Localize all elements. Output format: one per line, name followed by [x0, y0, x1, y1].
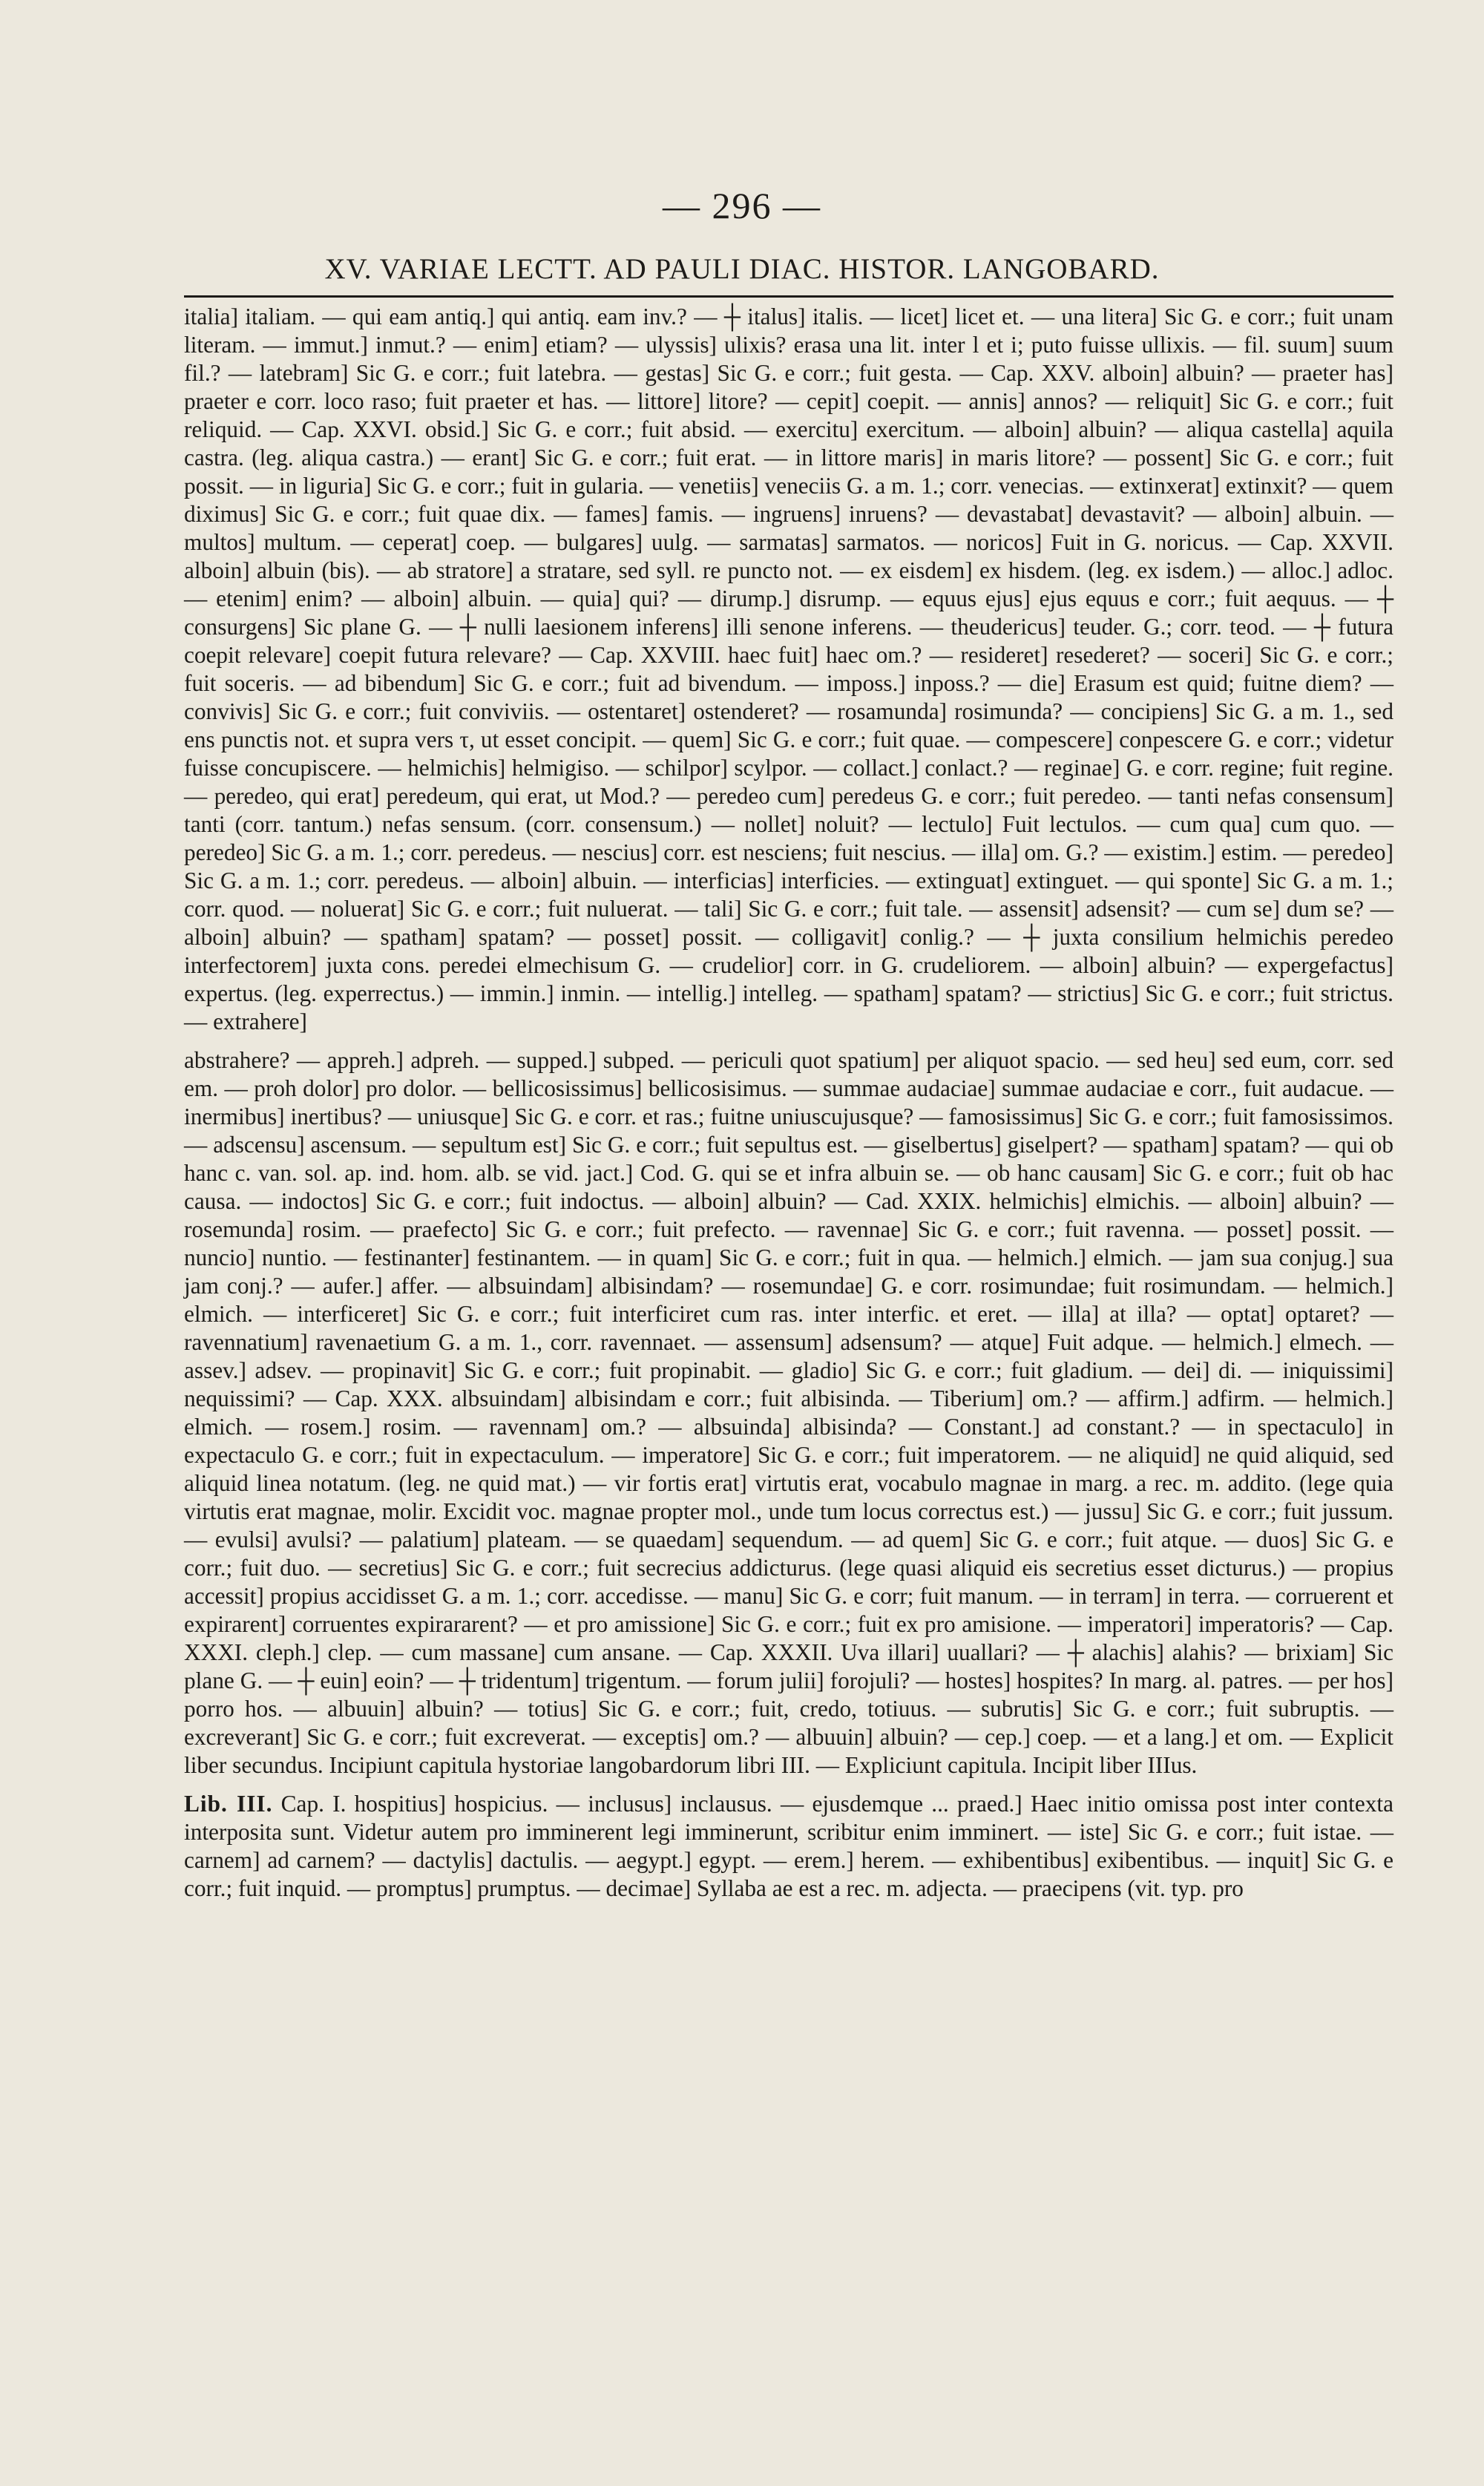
header-rule — [184, 295, 1393, 298]
running-head: XV. VARIAE LECTT. AD PAULI DIAC. HISTOR. LANGOBARD. — [324, 253, 1160, 285]
apparatus-paragraph-3 — [184, 1790, 1393, 1903]
apparatus-paragraph-2: abstrahere? — appreh.] adpreh. — supped.] subped. — periculi quot spatium] per aliquot spacio. — sed heu] sed eum, corr. sed em. — proh dolor] pro dolor. — bellicosissimus] bellicosisimus. — summae audaciae] summae audaciae e corr., fuit audacue. — inermibus] inertibus? — uniusque] Sic G. e corr. et ras.; fuitne uniuscujusque? — famosissimus] Sic G. e corr.; fuit famosissimos. — adscensu] ascensum. — sepultum est] Sic G. e corr.; fuit sepultus est. — giselbertus] giselpert? — spatham] spatam? — qui ob hanc c. van. sol. ap. ind. hom. alb. se vid. jact.] Cod. G. qui se et infra albuin se. — ob hanc causam] Sic G. e corr.; fuit ob hac causa. — indoctos] Sic G. e corr.; fuit indoctus. — alboin] albuin? — Cad. XXIX. helmichis] elmichis. — alboin] albuin? — rosemunda] rosim. — praefecto] Sic G. e corr.; fuit prefecto. — ravennae] Sic G. e corr.; fuit ravenna. — posset] possit. — nuncio] nuntio. — festinanter] festinantem. — in quam] Sic G. e corr.; fuit in qua. — helmich.] elmich. — jam sua conjug.] sua jam conj.? — aufer.] affer. — albsuindam] albisindam? — rosemundae] G. e corr. rosimundae; fuit rosimundam. — helmich.] elmich. — interficeret] Sic G. e corr.; fuit interficiret cum ras. inter interfic. et eret. — illa] at illa? — optat] optaret? — ravennatium] ravenaetium G. a m. 1., corr. ravennaet. — assensum] adsensum? — atque] Fuit adque. — helmich.] elmech. — assev.] adsev. — propinavit] Sic G. e corr.; fuit propinabit. — gladio] Sic G. e corr.; fuit gladium. — dei] di. — iniquissimi] nequissimi? — Cap. XXX. albsuindam] albisindam e corr.; fuit albisinda. — Tiberium] om.? — affirm.] adfirm. — helmich.] elmich. — rosem.] rosim. — ravennam] om.? — albsuinda] albisinda? — Constant.] ad constant.? — in spectaculo] in expectaculo G. e corr.; fuit in expectaculum. — imperatore] Sic G. e corr.; fuit imperatorem. — ne aliquid] ne quid aliquid, sed aliquid linea notatum. (leg. ne quid mat.) — vir fortis erat] virtutis erat, vocabulo magnae in marg. a rec. m. addito. (lege quia virtutis erat magnae, molir. Excidit voc. magnae propter mol., unde tum locus correctus est.) — jussu] Sic G. e corr.; fuit jussum. — evulsi] avulsi? — palatium] plateam. — se quaedam] sequendum. — ad quem] Sic G. e corr.; fuit atque. — duos] Sic G. e corr.; fuit duo. — secretius] Sic G. e corr.; fuit secrecius addicturus. (lege quasi aliquid eis secretius esset dicturus.) — propius accessit] propius accidisset G. a m. 1.; corr. accedisse. — manu] Sic G. e corr; fuit manum. — in terram] in terra. — corruerent et expirarent] corruentes expirararent? — et pro amissione] Sic G. e corr.; fuit ex pro amisione. — imperatori] imperatoris? — Cap. XXXI. cleph.] clep. — cum massane] cum ansane. — Cap. XXXII. Uva illari] uuallari? — ┼ alachis] alahis? — brixiam] Sic plane G. — ┼ euin] eoin? — ┼ tridentum] trigentum. — forum julii] forojuli? — hostes] hospites? In marg. al. patres. — per hos] porro hos. — albuuin] albuin? — totius] Sic G. e corr.; fuit, credo, totiuus. — subrutis] Sic G. e corr.; fuit subruptis. — excreverant] Sic G. e corr.; fuit excreverat. — exceptis] om.? — albuuin] albuin? — cep.] coep. — et a lang.] et om. — Explicit liber secundus. Incipiunt capitula hystoriae langobardorum libri III. — Expliciunt capitula. Incipit liber IIIus. — [184, 1047, 1393, 1778]
apparatus-paragraph-3-text: Cap. I. hospitius] hospicius. — inclusus] inclausus. — ejusdemque ... praed.] Haec initio omissa post inter contexta interposita sunt. Videtur autem pro imminerent legi imminerunt, scribitur enim imminert. — iste] Sic G. e corr.; fuit istae. — carnem] ad carnem? — dactylis] dactulis. — aegypt.] egypt. — erem.] herem. — exhibentibus] exibentibus. — inquit] Sic G. e corr.; fuit inquid. — promptus] prumptus. — decimae] Syllaba ae est a rec. m. adjecta. — praecipens (vit. typ. pro — [184, 1791, 1394, 1901]
apparatus-paragraph-1: italia] italiam. — qui eam antiq.] qui antiq. eam inv.? — ┼ italus] italis. — licet] licet et. — una litera] Sic G. e corr.; fuit unam literam. — immut.] inmut.? — enim] etiam? — ulyssis] ulixis? erasa una lit. inter l et i; puto fuisse ullixis. — fil. suum] suum fil.? — latebram] Sic G. e corr.; fuit latebra. — gestas] Sic G. e corr.; fuit gesta. — Cap. XXV. alboin] albuin? — praeter has] praeter e corr. loco raso; fuit praeter et has. — littore] litore? — cepit] coepit. — annis] annos? — reliquit] Sic G. e corr.; fuit reliquid. — Cap. XXVI. obsid.] Sic G. e corr.; fuit absid. — exercitu] exercitum. — alboin] albuin? — aliqua castella] aquila castra. (leg. aliqua castra.) — erant] Sic G. e corr.; fuit erat. — in littore maris] in maris litore? — possent] Sic G. e corr.; fuit possit. — in liguria] Sic G. e corr.; fuit in gularia. — venetiis] veneciis G. a m. 1.; corr. venecias. — extinxerat] extinxit? — quem diximus] Sic G. e corr.; fuit quae dix. — fames] famis. — ingruens] inruens? — devastabat] devastavit? — alboin] albuin. — multos] multum. — ceperat] coep. — bulgares] uulg. — sarmatas] sarmatos. — noricos] Fuit in G. noricus. — Cap. XXVII. alboin] albuin (bis). — ab stratore] a stratare, sed syll. re puncto not. — ex eisdem] ex hisdem. (leg. ex isdem.) — alloc.] adloc. — etenim] enim? — alboin] albuin. — quia] qui? — dirump.] disrump. — equus ejus] ejus equus e corr.; fuit aequus. — ┼ consurgens] Sic plane G. — ┼ nulli laesionem inferens] illi senone inferens. — theudericus] teuder. G.; corr. teod. — ┼ futura coepit relevare] coepit futura relevare? — Cap. XXVIII. haec fuit] haec om.? — resideret] resederet? — soceri] Sic G. e corr.; fuit soceris. — ad bibendum] Sic G. e corr.; fuit ad bivendum. — imposs.] inposs.? — die] Erasum est quid; fuitne diem? — convivis] Sic G. e corr.; fuit conviviis. — ostentaret] ostenderet? — rosamunda] rosimunda? — concipiens] Sic G. a m. 1., sed ens punctis not. et supra vers τ, ut esset concipit. — quem] Sic G. e corr.; fuit quae. — compescere] conpescere G. e corr.; videtur fuisse concupiscere. — helmichis] helmigiso. — schilpor] scylpor. — collact.] conlact.? — reginae] G. e corr. regine; fuit regine. — peredeo, qui erat] peredeum, qui erat, ut Mod.? — peredeo cum] peredeus G. e corr.; fuit peredeo. — tanti nefas consensum] tanti (corr. tantum.) nefas sensum. (corr. consensum.) — nollet] noluit? — lectulo] Fuit lectulos. — cum qua] cum quo. — peredeo] Sic G. a m. 1.; corr. peredeus. — nescius] corr. est nesciens; fuit nescius. — illa] om. G.? — existim.] estim. — peredeo] Sic G. a m. 1.; corr. peredeus. — alboin] albuin. — interficias] interficies. — extinguat] extinguet. — qui sponte] Sic G. a m. 1.; corr. quod. — noluerat] Sic G. e corr.; fuit nuluerat. — tali] Sic G. e corr.; fuit tale. — assensit] adsensit? — cum se] dum se? — alboin] albuin? — spatham] spatam? — posset] possit. — colligavit] conlig.? — ┼ juxta consilium helmichis peredeo interfectorem] juxta cons. peredei elmechisum G. — crudelior] corr. in G. crudeliorem. — alboin] albuin? — expergefactus] expertus. (leg. experrectus.) — immin.] inmin. — intellig.] intelleg. — spatham] spatam? — strictius] Sic G. e corr.; fuit strictus. — extrahere] — [184, 304, 1393, 1034]
critical-apparatus — [184, 303, 1393, 1903]
page-number: — 296 — — [663, 185, 821, 226]
book-label: Lib. III. — [184, 1791, 273, 1817]
